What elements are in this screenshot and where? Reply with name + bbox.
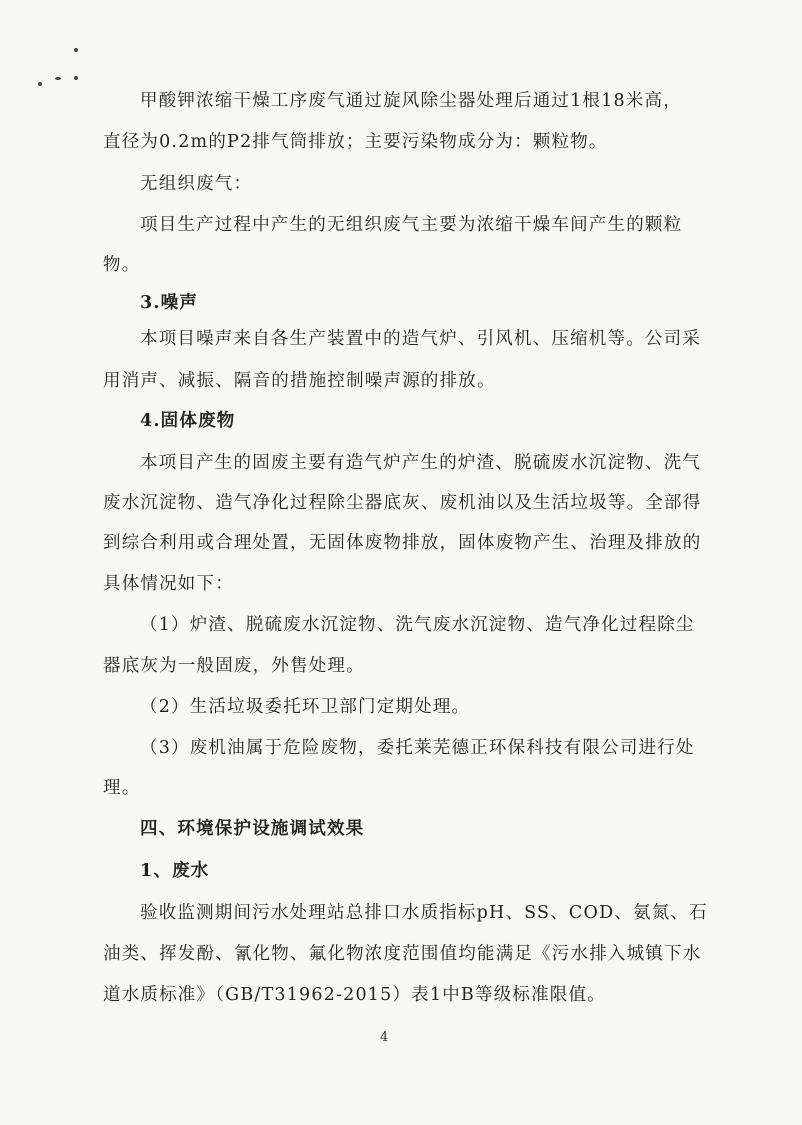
paragraph-line: 废水沉淀物、造气净化过程除尘器底灰、废机油以及生活垃圾等。全部得 [103, 493, 702, 513]
paragraph-line: 用消声、减振、隔音的措施控制噪声源的排放。 [103, 371, 496, 391]
paragraph-line: 到综合利用或合理处置，无固体废物排放，固体废物产生、治理及排放的 [103, 533, 702, 553]
paragraph-line: 甲酸钾浓缩干燥工序废气通过旋风除尘器处理后通过1根18米高， [140, 91, 682, 111]
paragraph-line: 物。 [103, 255, 141, 275]
paragraph-line: 具体情况如下： [103, 574, 234, 594]
paragraph-line: 无组织废气： [140, 174, 253, 194]
section-heading: 3.噪声 [140, 293, 199, 313]
paragraph-line: 道水质标准》（GB/T31962-2015）表1中B等级标准限值。 [103, 985, 606, 1005]
paragraph-line: 油类、挥发酚、氰化物、氟化物浓度范围值均能满足《污水排入城镇下水 [103, 944, 702, 964]
paragraph-line: 本项目噪声来自各生产装置中的造气炉、引风机、压缩机等。公司采 [140, 329, 701, 349]
chapter-heading: 四、环境保护设施调试效果 [140, 819, 365, 839]
list-item-line: 器底灰为一般固废，外售处理。 [103, 656, 365, 676]
list-item-line: （1）炉渣、脱硫废水沉淀物、洗气废水沉淀物、造气净化过程除尘 [140, 615, 695, 635]
list-item-line: （3）废机油属于危险废物，委托莱芜德正环保科技有限公司进行处 [140, 738, 695, 758]
paragraph-line: 直径为0.2m的P2排气筒排放；主要污染物成分为：颗粒物。 [103, 132, 608, 152]
page-number: 4 [380, 1030, 389, 1045]
section-heading: 1、废水 [140, 861, 210, 881]
scan-speck [38, 82, 42, 86]
paragraph-line: 本项目产生的固废主要有造气炉产生的炉渣、脱硫废水沉淀物、洗气 [140, 453, 701, 473]
paragraph-line: 项目生产过程中产生的无组织废气主要为浓缩干燥车间产生的颗粒 [140, 215, 683, 235]
paragraph-line: 验收监测期间污水处理站总排口水质指标pH、SS、COD、氨氮、石 [140, 903, 708, 923]
list-item-line: 理。 [103, 778, 141, 798]
section-heading: 4.固体废物 [140, 411, 236, 431]
list-item-line: （2）生活垃圾委托环卫部门定期处理。 [140, 697, 471, 717]
scan-speck [55, 77, 61, 80]
scan-speck [74, 48, 78, 52]
scan-speck [74, 76, 78, 80]
